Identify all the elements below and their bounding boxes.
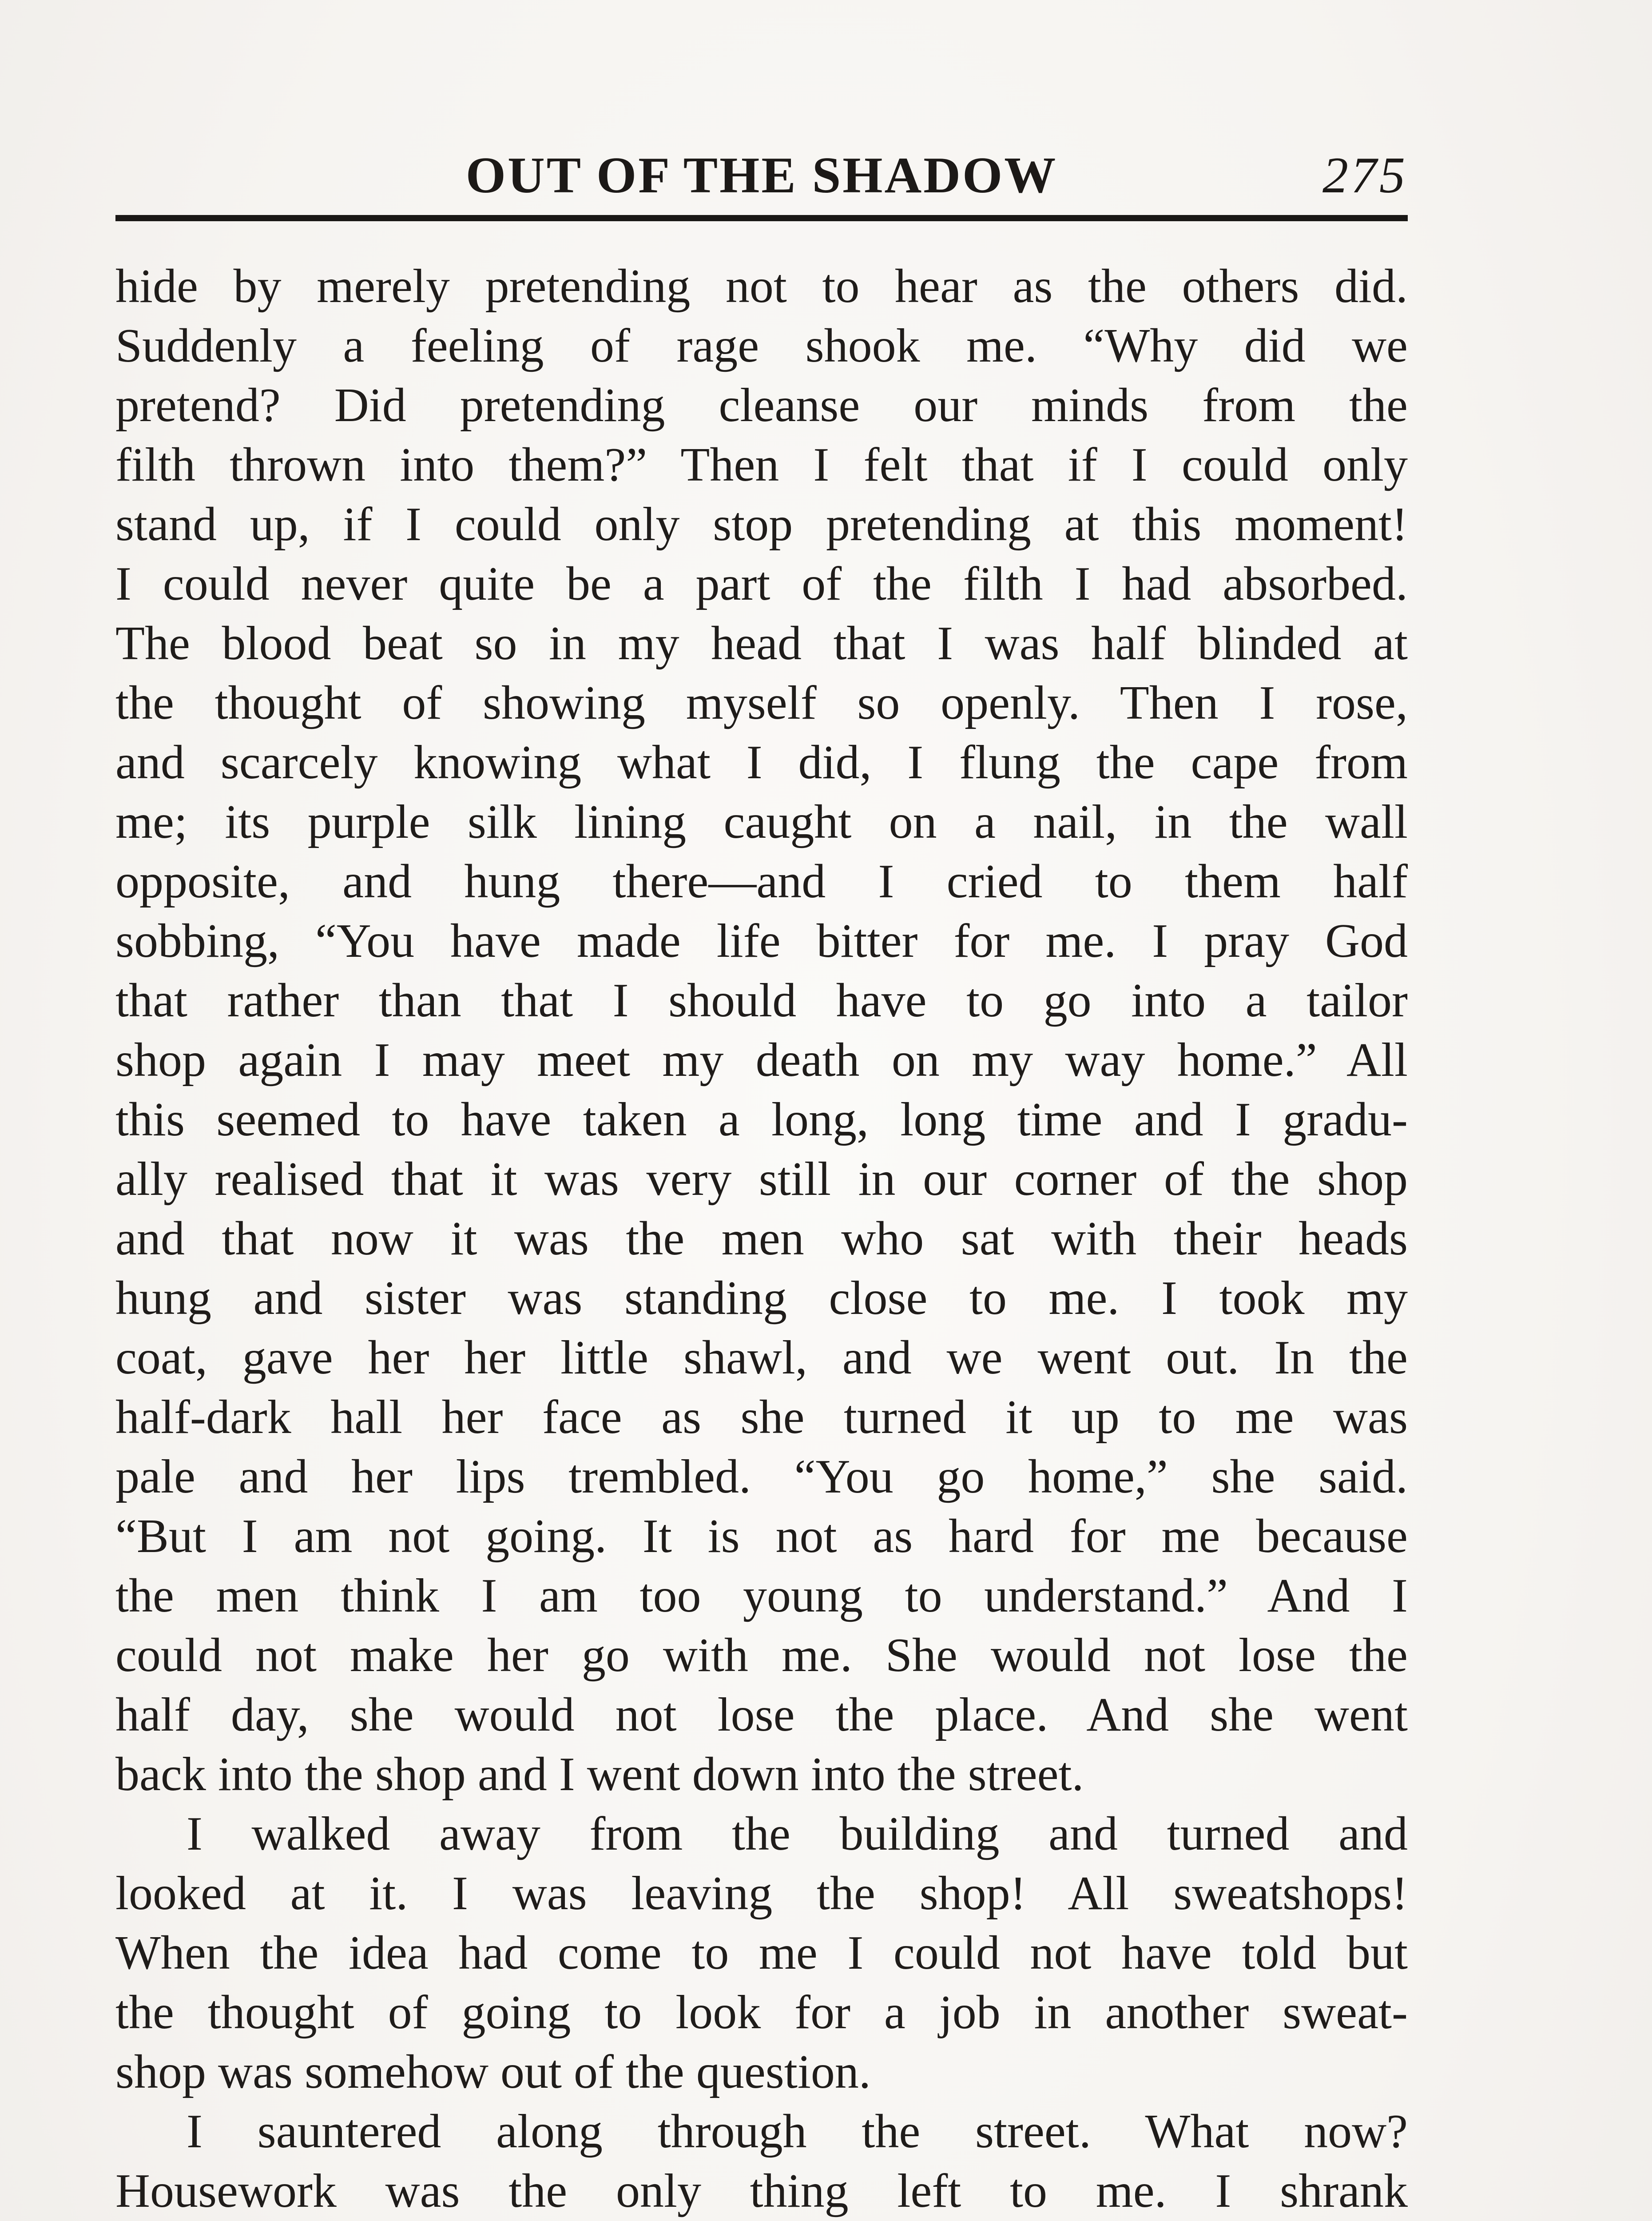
text-line: and that now it was the men who sat with their heads: [115, 1212, 1408, 1265]
text-line: me; its purple silk lining caught on a nail, in the wall: [115, 796, 1408, 848]
text-line: ally realised that it was very still in our corner of the shop: [115, 1153, 1408, 1206]
text-line: and scarcely knowing what I did, I flung the cape from: [115, 736, 1408, 789]
paragraph: [115, 257, 1408, 1804]
text-line: “But I am not going. It is not as hard for me because: [115, 1510, 1408, 1563]
text-line: the men think I am too young to understand.” And I: [115, 1569, 1408, 1622]
text-line: that rather than that I should have to go into a tailor: [115, 974, 1408, 1027]
text-line: opposite, and hung there—and I cried to them half: [115, 855, 1408, 908]
text-line: I could never quite be a part of the filth I had absorbed.: [115, 557, 1408, 610]
text-line: stand up, if I could only stop pretending at this moment!: [115, 498, 1408, 551]
running-title: OUT OF THE SHADOW: [465, 147, 1058, 204]
text-line: pale and her lips trembled. “You go home,” she said.: [115, 1450, 1408, 1503]
text-line: filth thrown into them?” Then I felt that if I could only: [115, 438, 1408, 491]
text-line: half-dark hall her face as she turned it up to me was: [115, 1391, 1408, 1444]
text-line: this seemed to have taken a long, long time and I gradu-: [115, 1093, 1408, 1146]
text-line: sobbing, “You have made life bitter for me. I pray God: [115, 915, 1408, 967]
text-line: shop again I may meet my death on my way home.” All: [115, 1034, 1408, 1087]
header-rule: [115, 215, 1408, 221]
text-line: coat, gave her her little shawl, and we went out. In the: [115, 1331, 1408, 1384]
body-text: [115, 257, 1408, 2221]
text-line: I walked away from the building and turned and: [187, 1807, 1408, 1860]
text-line: pretend? Did pretending cleanse our minds from the: [115, 379, 1408, 432]
text-line: could not make her go with me. She would not lose the: [115, 1629, 1408, 1682]
text-line: Housework was the only thing left to me. I shrank: [115, 2165, 1408, 2217]
text-line: half day, she would not lose the place. And she went: [115, 1688, 1408, 1741]
paragraph: [115, 2102, 1408, 2221]
text-line: shop was somehow out of the question.: [115, 2046, 871, 2098]
text-line: The blood beat so in my head that I was half blinded at: [115, 617, 1408, 670]
text-line: I sauntered along through the street. What now?: [187, 2105, 1408, 2158]
text-line: looked at it. I was leaving the shop! All sweatshops!: [115, 1867, 1408, 1920]
page-number: 275: [1322, 147, 1408, 204]
text-line: the thought of going to look for a job in another sweat-: [115, 1986, 1408, 2039]
text-line: Suddenly a feeling of rage shook me. “Why did we: [115, 319, 1408, 372]
text-line: When the idea had come to me I could not have told but: [115, 1926, 1408, 1979]
running-head: [115, 138, 1408, 209]
text-line: back into the shop and I went down into the street.: [115, 1748, 1084, 1801]
text-line: hide by merely pretending not to hear as the others did.: [115, 260, 1408, 313]
text-line: the thought of showing myself so openly. Then I rose,: [115, 677, 1408, 729]
paragraph: [115, 1804, 1408, 2102]
text-line: hung and sister was standing close to me. I took my: [115, 1272, 1408, 1325]
